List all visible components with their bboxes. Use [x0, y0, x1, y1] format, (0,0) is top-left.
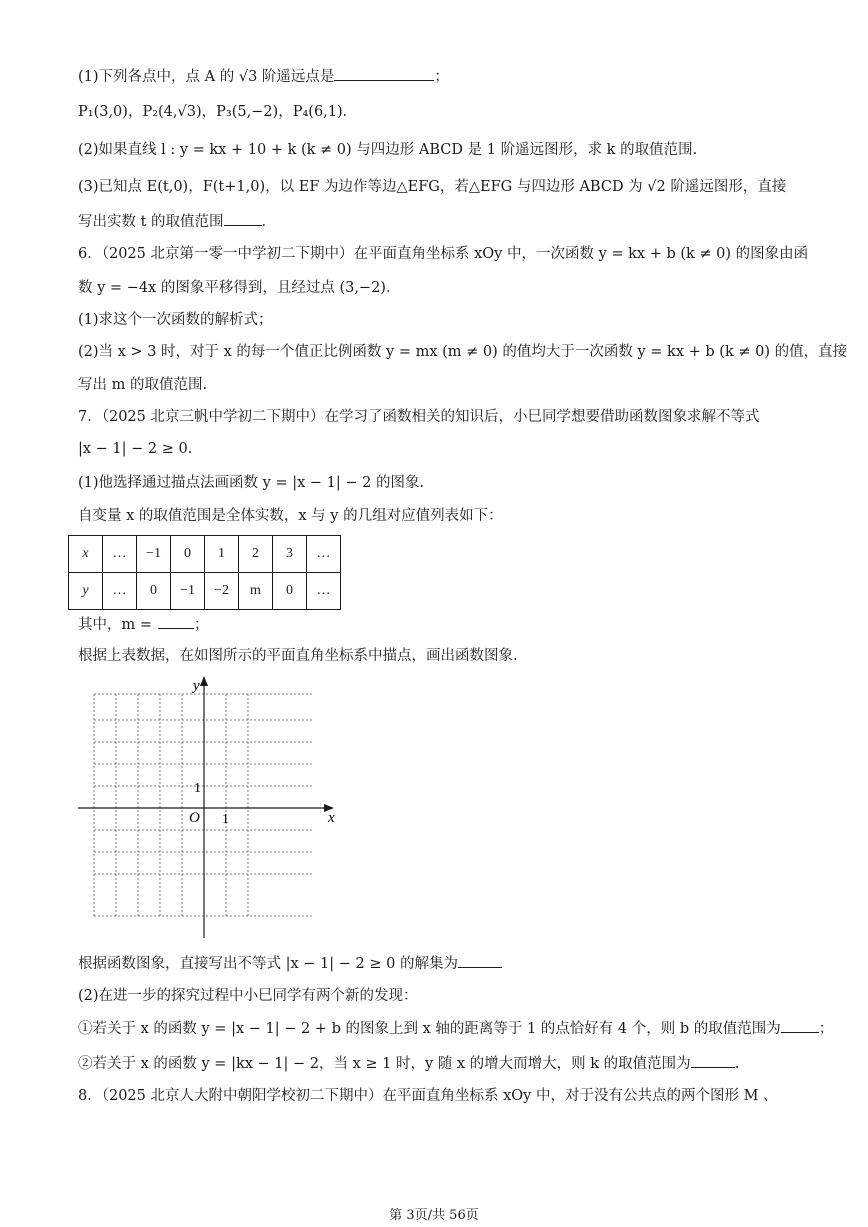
text-line: (2)如果直线 l : y = kx + 10 + k (k ≠ 0) 与四边形 ABCD 是 1 阶遥远图形，求 k 的取值范围. [78, 142, 698, 158]
text-line: (3)已知点 E(t,0)，F(t+1,0)，以 EF 为边作等边△EFG，若△EFG 与四边形 ABCD 为 √2 阶遥远图形，直接 [78, 179, 787, 195]
y-axis-label: y [193, 678, 200, 694]
table-cell: 0 [171, 536, 205, 573]
table-header-y: y [69, 573, 103, 610]
text-line: 6．（2025 北京第一零一中学初二下期中）在平面直角坐标系 xOy 中，一次函数 y = kx + b (k ≠ 0) 的图象由函 [78, 246, 809, 262]
value-table [68, 535, 341, 610]
x-axis-label: x [328, 810, 335, 826]
text-line: ①若关于 x 的函数 y = |x − 1| − 2 + b 的图象上到 x 轴的距离等于 1 的点恰好有 4 个，则 b 的取值范围为 ； [78, 1018, 833, 1039]
table-cell: −1 [171, 573, 205, 610]
table-header-x: x [69, 536, 103, 573]
table-cell: m [239, 573, 273, 610]
text-line: (2)在进一步的探究过程中小巳同学有两个新的发现： [78, 988, 418, 1004]
text-line: 写出 m 的取值范围. [78, 377, 208, 393]
text-line: (1)求这个一次函数的解析式； [78, 312, 273, 328]
text-line: (1)下列各点中，点 A 的 √3 阶遥远点是 ； [78, 66, 449, 87]
text-line: 根据上表数据，在如图所示的平面直角坐标系中描点，画出函数图象. [78, 648, 518, 664]
table-row-y [69, 573, 341, 610]
table-cell: 2 [239, 536, 273, 573]
answer-blank[interactable] [691, 1053, 735, 1068]
answer-blank[interactable] [334, 66, 434, 81]
coordinate-grid [70, 672, 350, 942]
origin-label: O [189, 810, 200, 826]
x-unit-label: 1 [222, 812, 229, 827]
text-line: 8．（2025 北京人大附中朝阳学校初二下期中）在平面直角坐标系 xOy 中，对于没有公共点的两个图形 M 、 [78, 1088, 778, 1104]
answer-blank[interactable] [224, 211, 262, 226]
table-cell: −1 [137, 536, 171, 573]
text-line: 写出实数 t 的取值范围 ． [78, 211, 276, 232]
table-cell: … [307, 573, 341, 610]
answer-blank[interactable] [458, 953, 502, 968]
table-cell: −2 [205, 573, 239, 610]
table-row-x [69, 536, 341, 573]
table-cell: 0 [273, 573, 307, 610]
text-line: 其中，m = ； [78, 614, 209, 635]
text-line: 数 y = −4x 的图象平移得到，且经过点 (3,−2)． [78, 280, 401, 296]
table-cell: 1 [205, 536, 239, 573]
table-cell: … [103, 536, 137, 573]
text-line: |x − 1| − 2 ≥ 0． [78, 441, 203, 457]
y-axis-arrow [200, 676, 208, 686]
text-line: 自变量 x 的取值范围是全体实数，x 与 y 的几组对应值列表如下： [78, 508, 503, 524]
answer-blank[interactable] [781, 1018, 819, 1033]
answer-blank[interactable] [158, 614, 194, 629]
table-cell: 0 [137, 573, 171, 610]
table-cell: 3 [273, 536, 307, 573]
table-cell: … [307, 536, 341, 573]
table-cell: … [103, 573, 137, 610]
y-unit-label: 1 [194, 781, 201, 796]
text-line: P₁(3,0)，P₂(4,√3)，P₃(5,−2)，P₄(6,1)． [78, 104, 358, 120]
text-line: 根据函数图象，直接写出不等式 |x − 1| − 2 ≥ 0 的解集为 [78, 953, 502, 974]
text-line: ②若关于 x 的函数 y = |kx − 1| − 2，当 x ≥ 1 时，y 随 x 的增大而增大，则 k 的取值范围为 . [78, 1053, 739, 1074]
text-line: (1)他选择通过描点法画函数 y = |x − 1| − 2 的图象. [78, 475, 425, 491]
text-line: 7．（2025 北京三帆中学初二下期中）在学习了函数相关的知识后，小巳同学想要借助函数图象求解不等式 [78, 409, 760, 425]
page-footer: 第 3页/共 56页 [389, 1208, 479, 1223]
text-line: (2)当 x > 3 时，对于 x 的每一个值正比例函数 y = mx (m ≠ 0) 的值均大于一次函数 y = kx + b (k ≠ 0) 的值，直接 [78, 344, 848, 360]
